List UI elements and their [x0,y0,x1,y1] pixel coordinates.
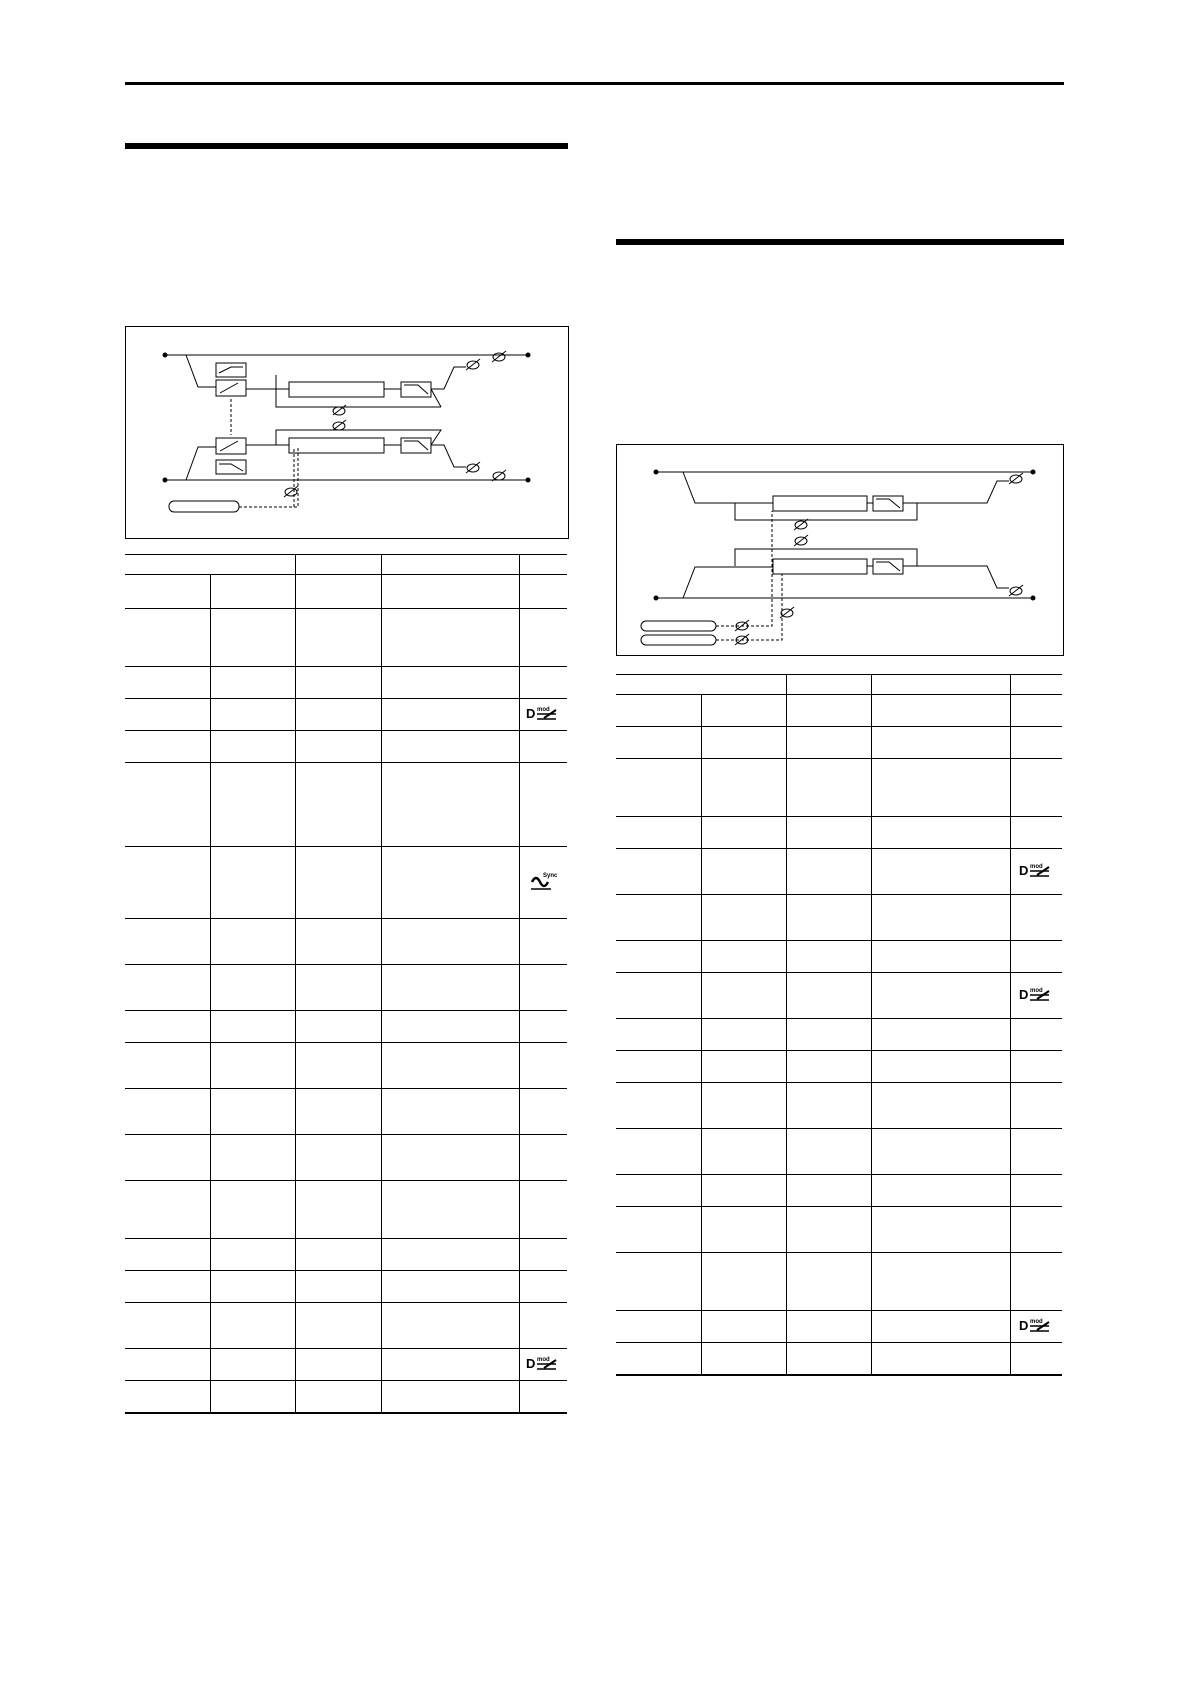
table-cell [786,941,871,973]
table-cell [125,1349,210,1381]
table-cell [616,727,701,759]
table-cell [1010,1207,1062,1253]
table-row [616,849,1062,895]
table-cell [616,1083,701,1129]
table-cell [295,1043,381,1089]
left-block-diagram [125,326,569,539]
table-cell [519,609,567,667]
table-cell [295,1239,381,1271]
table-cell [1010,1051,1062,1083]
table-cell [871,895,1010,941]
table-cell [701,1207,786,1253]
table-cell [701,695,786,727]
table-cell [616,941,701,973]
table-cell [295,763,381,847]
table-cell [519,1089,567,1135]
table-cell [381,667,519,699]
dmod-icon [1019,1317,1053,1333]
table-cell [519,1043,567,1089]
table-row [616,973,1062,1019]
table-row [616,1083,1062,1129]
table-row [616,1129,1062,1175]
table-cell [871,941,1010,973]
table-cell [381,965,519,1011]
table-cell [871,1207,1010,1253]
dmod-icon [526,1355,560,1371]
table-cell [210,1271,295,1303]
table-cell [295,847,381,919]
table-cell [616,1343,701,1375]
table-cell [1010,941,1062,973]
table-cell [616,1311,701,1343]
table-cell [295,1181,381,1239]
table-cell [295,1271,381,1303]
right-table-header-cell [616,675,786,695]
table-row [125,1089,567,1135]
table-cell [519,1181,567,1239]
table-cell [519,1349,567,1381]
table-cell [616,895,701,941]
table-row [125,1181,567,1239]
table-cell [519,1381,567,1413]
table-row [125,847,567,919]
table-cell [381,847,519,919]
dmod-icon [1019,986,1053,1002]
svg-text:mod: mod [1030,988,1043,994]
svg-text:D: D [1019,1318,1029,1333]
table-cell [295,667,381,699]
table-cell [786,973,871,1019]
table-cell [616,849,701,895]
table-row [125,1303,567,1349]
table-cell [786,727,871,759]
table-cell [381,575,519,609]
table-row [125,1011,567,1043]
table-cell [295,1349,381,1381]
table-cell [701,1019,786,1051]
table-cell [616,1129,701,1175]
table-cell [210,609,295,667]
table-cell [125,1135,210,1181]
table-row [616,1311,1062,1343]
table-cell [786,759,871,817]
table-row [616,1019,1062,1051]
table-cell [871,817,1010,849]
table-cell [210,1011,295,1043]
left-parameter-table [125,554,567,1414]
table-cell [295,731,381,763]
table-cell [871,1019,1010,1051]
table-cell [381,763,519,847]
table-cell [125,965,210,1011]
table-row [125,609,567,667]
table-cell [210,919,295,965]
table-cell [381,1349,519,1381]
table-cell [519,1135,567,1181]
table-cell [125,609,210,667]
table-cell [616,1253,701,1311]
table-cell [295,609,381,667]
table-row [125,699,567,731]
table-cell [519,731,567,763]
page-top-rule [125,82,1064,85]
table-row [125,919,567,965]
table-cell [519,699,567,731]
table-cell [871,1051,1010,1083]
table-cell [616,1175,701,1207]
table-row [616,1207,1062,1253]
table-cell [786,1207,871,1253]
table-cell [871,1253,1010,1311]
table-row [125,965,567,1011]
table-row [616,1175,1062,1207]
svg-text:D: D [526,706,536,721]
table-cell [381,1135,519,1181]
left-table-header-cell [295,555,381,575]
table-cell [616,1019,701,1051]
table-cell [1010,695,1062,727]
table-cell [871,1343,1010,1375]
table-cell [701,849,786,895]
table-cell [125,1271,210,1303]
right-block-diagram [616,444,1064,656]
table-cell [125,1043,210,1089]
table-cell [295,1011,381,1043]
left-table-header-cell [519,555,567,575]
table-cell [701,759,786,817]
table-cell [519,847,567,919]
table-cell [519,1239,567,1271]
table-cell [701,1253,786,1311]
table-row [616,759,1062,817]
table-cell [295,1135,381,1181]
table-cell [210,667,295,699]
table-cell [1010,973,1062,1019]
table-cell [125,667,210,699]
table-row [125,1135,567,1181]
table-cell [381,1089,519,1135]
svg-text:mod: mod [1030,1319,1043,1325]
table-cell [295,965,381,1011]
table-cell [701,895,786,941]
table-cell [786,1343,871,1375]
table-cell [786,1051,871,1083]
table-cell [701,1175,786,1207]
table-cell [210,1089,295,1135]
table-cell [125,919,210,965]
table-cell [210,575,295,609]
table-cell [210,731,295,763]
table-cell [210,965,295,1011]
table-cell [616,1207,701,1253]
table-cell [210,1239,295,1271]
right-section-heading [616,248,1064,268]
table-cell [295,1089,381,1135]
dmod-icon [1019,862,1053,878]
svg-text:mod: mod [537,1357,550,1363]
table-cell [616,695,701,727]
table-row [125,667,567,699]
table-row [616,1343,1062,1375]
table-cell [210,1181,295,1239]
table-cell [295,699,381,731]
table-cell [381,919,519,965]
table-cell [871,849,1010,895]
table-cell [295,919,381,965]
table-cell [295,1381,381,1413]
svg-text:D: D [1019,863,1029,878]
table-cell [381,1043,519,1089]
table-row [125,1349,567,1381]
table-cell [616,973,701,1019]
table-cell [519,1303,567,1349]
table-cell [210,1043,295,1089]
table-cell [381,1271,519,1303]
table-cell [871,1175,1010,1207]
table-cell [786,895,871,941]
table-cell [381,1181,519,1239]
table-row [125,1239,567,1271]
table-cell [125,699,210,731]
table-cell [381,1239,519,1271]
table-cell [701,1129,786,1175]
svg-text:mod: mod [1030,864,1043,870]
table-cell [1010,1175,1062,1207]
table-cell [125,731,210,763]
table-cell [786,817,871,849]
table-cell [295,1303,381,1349]
table-cell [871,973,1010,1019]
table-row [125,575,567,609]
table-cell [1010,849,1062,895]
table-cell [125,575,210,609]
table-cell [1010,1311,1062,1343]
table-cell [871,695,1010,727]
table-cell [871,1083,1010,1129]
table-cell [786,1083,871,1129]
table-cell [1010,1083,1062,1129]
table-cell [125,1381,210,1413]
left-section-heading-rule [125,143,568,149]
left-section-heading [125,152,568,172]
table-cell [871,1129,1010,1175]
table-cell [616,1051,701,1083]
table-cell [125,847,210,919]
table-cell [701,973,786,1019]
table-cell [1010,759,1062,817]
svg-text:D: D [1019,987,1029,1002]
table-cell [519,763,567,847]
table-cell [786,695,871,727]
table-row [616,895,1062,941]
table-cell [1010,1343,1062,1375]
table-row [125,763,567,847]
table-cell [701,1083,786,1129]
table-cell [871,759,1010,817]
table-cell [381,731,519,763]
right-table-header-cell [786,675,871,695]
table-row [125,1381,567,1413]
table-cell [616,759,701,817]
right-section-heading-rule [616,239,1064,245]
svg-text:Sync: Sync [543,873,558,879]
table-row [616,695,1062,727]
table-row [616,817,1062,849]
table-cell [381,699,519,731]
table-cell [210,1381,295,1413]
left-table-header-cell [381,555,519,575]
table-cell [210,763,295,847]
table-cell [210,1303,295,1349]
table-row [616,1051,1062,1083]
table-cell [701,1311,786,1343]
table-cell [210,1135,295,1181]
table-cell [125,763,210,847]
table-cell [381,609,519,667]
table-cell [1010,895,1062,941]
table-cell [786,1175,871,1207]
table-cell [701,817,786,849]
table-cell [786,849,871,895]
table-cell [519,965,567,1011]
table-cell [381,1381,519,1413]
table-cell [1010,1019,1062,1051]
right-table-header [616,675,1062,695]
table-cell [1010,1253,1062,1311]
table-cell [381,1303,519,1349]
table-row [616,941,1062,973]
table-row [125,1043,567,1089]
sync-icon [529,870,557,892]
table-cell [210,847,295,919]
table-cell [871,727,1010,759]
table-cell [701,1343,786,1375]
table-cell [381,1011,519,1043]
svg-text:mod: mod [537,707,550,713]
table-cell [786,1019,871,1051]
table-cell [1010,1129,1062,1175]
table-cell [519,1271,567,1303]
table-cell [786,1311,871,1343]
right-table-header-cell [871,675,1010,695]
table-cell [786,1253,871,1311]
table-row [125,731,567,763]
table-cell [125,1089,210,1135]
table-cell [210,699,295,731]
table-cell [1010,727,1062,759]
table-cell [125,1239,210,1271]
table-row [125,1271,567,1303]
right-parameter-table [616,674,1062,1376]
table-cell [519,919,567,965]
table-cell [210,1349,295,1381]
right-table-header-cell [1010,675,1062,695]
table-cell [125,1181,210,1239]
table-cell [519,575,567,609]
table-cell [1010,817,1062,849]
table-cell [616,817,701,849]
table-cell [701,727,786,759]
left-table-header-cell [125,555,295,575]
table-cell [871,1311,1010,1343]
table-row [616,1253,1062,1311]
table-cell [519,1011,567,1043]
table-cell [701,941,786,973]
table-cell [519,667,567,699]
table-cell [125,1011,210,1043]
dmod-icon [526,705,560,721]
svg-text:D: D [526,1356,536,1371]
table-cell [701,1051,786,1083]
table-cell [125,1303,210,1349]
table-cell [786,1129,871,1175]
table-cell [295,575,381,609]
table-row [616,727,1062,759]
left-table-header [125,555,567,575]
